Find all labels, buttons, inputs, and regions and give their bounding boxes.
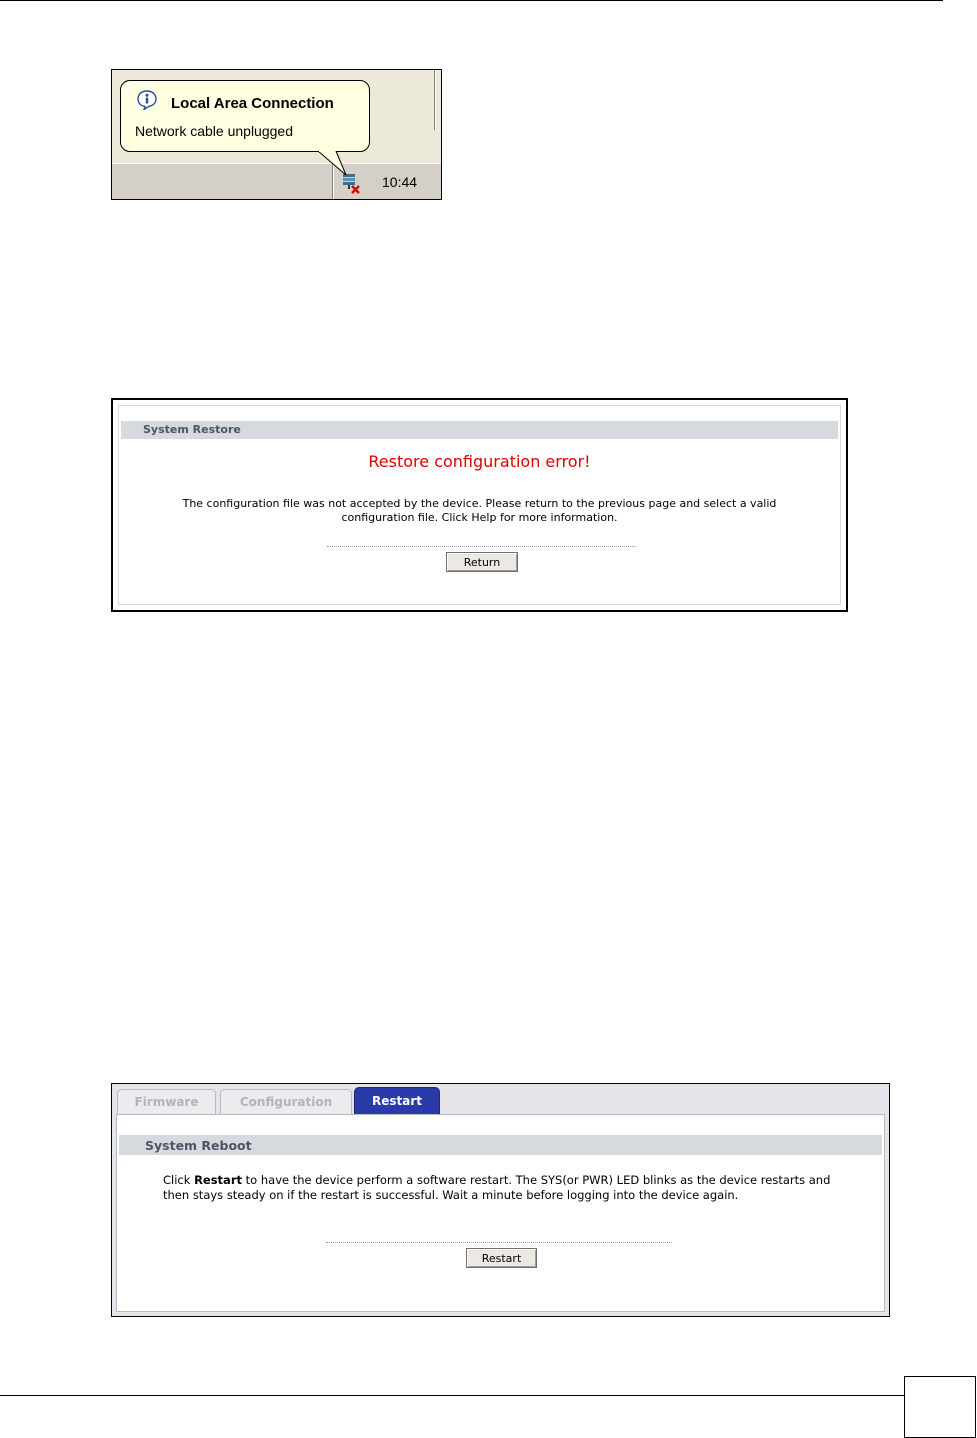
tray-clock[interactable]: 10:44 — [382, 174, 418, 190]
page-number-box — [904, 1376, 976, 1438]
tab-restart[interactable]: Restart — [354, 1087, 440, 1115]
balloon-tail — [316, 149, 356, 179]
reboot-message-pre: Click — [163, 1173, 195, 1187]
restore-content — [118, 405, 841, 605]
tray-notification-screenshot — [111, 69, 442, 200]
info-icon — [137, 90, 157, 110]
restart-content — [116, 1114, 885, 1312]
divider — [326, 1242, 672, 1243]
balloon-message: Network cable unplugged — [135, 123, 293, 139]
restart-button[interactable]: Restart — [466, 1248, 537, 1268]
page-header-rule — [0, 0, 943, 1]
section-title: System Restore — [143, 423, 241, 436]
notification-balloon[interactable] — [120, 80, 370, 152]
return-button[interactable]: Return — [446, 552, 518, 572]
reboot-message-post: to have the device perform a software restart. The SYS(or PWR) LED blinks as the device restarts and then stays steady on if the restart is successful. Wait a minute before logging into the device again. — [163, 1173, 831, 1202]
tab-firmware[interactable]: Firmware — [117, 1089, 216, 1114]
restart-panel — [111, 1083, 890, 1317]
section-bar — [119, 1135, 882, 1155]
tab-configuration[interactable]: Configuration — [220, 1089, 352, 1114]
page-footer-rule — [0, 1395, 904, 1396]
window-edge — [434, 70, 436, 130]
system-restore-panel — [111, 398, 848, 612]
section-bar — [121, 421, 838, 439]
section-title: System Reboot — [145, 1138, 252, 1153]
error-title: Restore configuration error! — [368, 452, 591, 471]
reboot-message — [163, 1173, 838, 1203]
system-tray — [112, 163, 441, 200]
error-message: The configuration file was not accepted by the device. Please return to the previous page and select a valid configuration file. Click Help for more information. — [182, 497, 777, 524]
reboot-message-bold: Restart — [194, 1173, 242, 1187]
divider — [327, 546, 635, 547]
balloon-title: Local Area Connection — [171, 95, 334, 112]
